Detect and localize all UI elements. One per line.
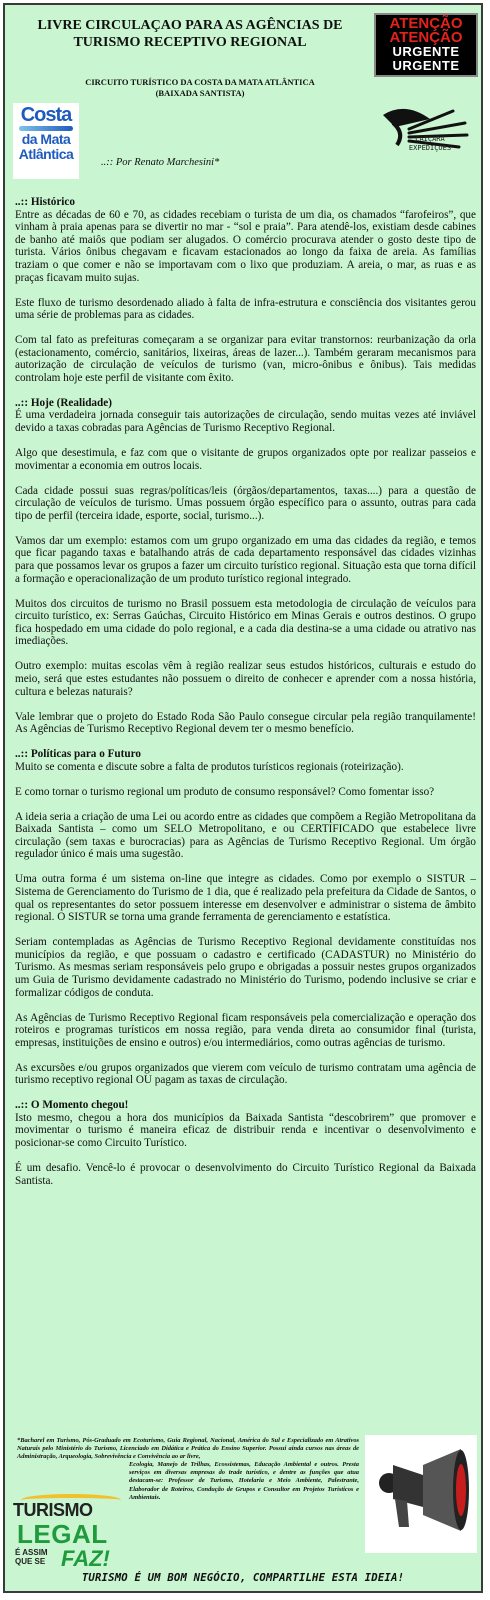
paragraph: As excursões e/ou grupos organizados que vierem com veículo de turismo contratam uma agência de turismo receptivo regional OU pagam as taxas de circulação.: [15, 1061, 476, 1087]
paragraph: A ideia seria a criação de uma Lei ou acordo entre as cidades que compõem a Região Metropolitana da Baixada Santista – como um SELO Metropolitano, e ou CERTIFICADO que estabelece livre circulação (sem taxas e burocracias) para as Agências de Turismo Receptivo Regional. Um órgão regulador único é mais uma sugestão.: [15, 810, 476, 861]
logo-text: TURISMO: [13, 1500, 93, 1520]
page-subtitle: [25, 77, 375, 99]
badge-line: ATENÇÃO: [389, 29, 463, 46]
paragraph: Algo que desestimula, e faz com que o visitante de grupos organizados opte por realizar passeios e movimentar a economia em outros locais.: [15, 447, 476, 472]
paragraph: Seriam contempladas as Agências de Turismo Receptivo Regional devidamente constituídas nos municípios da região, e que possuam o cadastro e certificado (CADASTUR) no Ministério do Turismo. As mesmas seriam responsáveis pelo grupo e obrigadas a possuir nestes grupos organizados um Guia de Turismo devidamente cadastrado no Ministério do Turismo, podendo inclusive se criar e formalizar códigos de conduta.: [15, 936, 476, 999]
turismo-legal-logo: [13, 1492, 129, 1578]
urgent-badge: [374, 13, 478, 77]
logo-text: LEGAL: [17, 1519, 108, 1549]
costa-mata-atlantica-logo: [13, 103, 79, 179]
logo-text: da Mata: [21, 131, 71, 147]
article-body: [15, 196, 476, 1200]
logo-text: [15, 1548, 48, 1566]
footnote-text: *Bacharel em Turismo, Pós-Graduado em Ecoturismo, Guia Regional, Nacional, América do Sul e Especializado em Atrativos Naturais pelo Ministério do Turismo, Licenciado em Didática e Prática do Ensino Superior. Possui ainda cursos nas áreas de Administração, Arqueologia, Sobrevivência e Convivência ao ar livre,: [17, 1437, 359, 1461]
footnote-text-indented: Ecologia, Manejo de Trilhas, Ecossistemas, Educação Ambiental e outros. Presta serviços em diversas empresas do trade turístico, e dentre as funções que atua destacam-se: Professor de Turismo, Hotelaria e Meio Ambiente, Palestrante, Elaborador de Roteiros, Condução de Grupos e Consultor em Projetos Turísticos e Ambientais.: [129, 1461, 359, 1501]
section-politicas: [15, 748, 476, 1087]
paragraph: É uma verdadeira jornada conseguir tais autorizações de circulação, sendo muitas vezes até inviável devido a taxas cobradas para Agências de Turismo Receptivo Regional.: [15, 409, 476, 435]
section-momento: [15, 1099, 476, 1187]
paragraph: Este fluxo de turismo desordenado aliado à falta de infra-estrutura e consciência dos visitantes gerou uma série de problemas para as cidades.: [15, 296, 476, 322]
section-historico: [15, 196, 476, 385]
caicara-logo-line: CAIÇARA: [415, 135, 445, 143]
caicara-logo-text: [390, 135, 470, 153]
section-heading: ..:: Políticas para o Futuro: [15, 748, 141, 761]
paragraph: Com tal fato as prefeituras começaram a se organizar para evitar transtornos: reurbanização da orla (estacionamento, comércio, sanitários, lixeiras, áreas de lazer...). Também geraram mecanismos para autorização de circulação de veículos de turismo (van, micro-ônibus e ônibus). Tais medidas controlam hoje este perfil de visitante com êxito.: [15, 334, 476, 384]
paragraph: É um desafio. Vencê-lo é provocar o desenvolvimento do Circuito Turístico Regional da Baixada Santista.: [15, 1162, 476, 1187]
paragraph: Muitos dos circuitos de turismo no Brasil possuem esta metodologia de circulação de veículos para circuito turístico, ex: Serras Gaúchas, Circuito Histórico em Minas Gerais e outros destinos. O grupo fica hospedado em uma cidade do polo regional, e a cada dia destina-se a uma cidade ou atrativo nas imediações.: [15, 597, 476, 648]
section-heading: ..:: Histórico: [15, 196, 75, 208]
page-title: LIVRE CIRCULAÇAO PARA AS AGÊNCIAS DE TURISMO RECEPTIVO REGIONAL: [37, 18, 343, 50]
caicara-logo-line: EXPEDIÇÕES: [408, 144, 452, 152]
subtitle-line: CIRCUITO TURÍSTICO DA COSTA DA MATA ATLÂNTICA: [85, 77, 315, 87]
badge-line: URGENTE: [392, 44, 460, 59]
paragraph: Cada cidade possui suas regras/políticas/leis (órgãos/departamentos, taxas....) para a questão de circulação de veículos de turismo. Umas possuem órgão específico para o assunto, outras para cada tipo de perfil (terceira idade, esporte, social, turismo...).: [15, 484, 476, 522]
paragraph: Isto mesmo, chegou a hora dos municípios da Baixada Santista “descobrirem” que promover e movimentar o turismo é maneira eficaz de distribuir renda e incentivar o desenvolvimento e posicionar-se como Circuito Turístico.: [15, 1111, 476, 1150]
logo-text-small: QUE SE: [15, 1557, 46, 1566]
subtitle-line: (BAIXADA SANTISTA): [155, 88, 245, 98]
slogan: TURISMO É UM BOM NEGÓCIO, COMPARTILHE ESTA IDEIA!: [81, 1572, 405, 1584]
paragraph: Entre as décadas de 60 e 70, as cidades recebiam o turista de um dia, os chamados “farofeiros”, que vinham à praia apenas para se divertir no mar - “sol e praia”. Para atendê-los, existiam desde cabines de banho até maiôs que podiam ser alugados. O comércio procurava atender o gosto deste tipo de turista. Vários ônibus chegavam e ficavam estacionados ao longo da faixa de areia. As famílias traziam o que comer e não se importavam com o lixo que produziam. A areia, o mar, as ruas e as praças ficavam muito sujas.: [15, 208, 476, 284]
section-heading: ..:: Hoje (Realidade): [15, 396, 112, 409]
logo-text-small: É ASSIM: [15, 1548, 48, 1557]
section-heading: ..:: O Momento chegou!: [15, 1099, 129, 1112]
megaphone-icon: [365, 1435, 477, 1553]
logo-text: FAZ!: [61, 1546, 110, 1571]
author-byline: ..:: Por Renato Marchesini*: [101, 157, 220, 168]
paragraph: Vamos dar um exemplo: estamos com um grupo organizado em uma das cidades da região, e temos que ficar pagando taxas e batalhando atrás de cada departamento responsável das cidades vizinhas para que possamos levar os grupos a fazer um circuito turístico regional. Situação esta que torna difícil a formação e operacionalização de um produto turístico regional integrado.: [15, 534, 476, 585]
paragraph: As Agências de Turismo Receptivo Regional ficam responsáveis pela comercialização e operação dos roteiros e programas turísticos em nossa região, para venda direta ao consumidor final (turista, empresas, instituições de ensino e outros) e/ou intermediários, como outras agências de turismo.: [15, 1011, 476, 1049]
paragraph: Outro exemplo: muitas escolas vêm à região realizar seus estudos históricos, culturais e estudo do meio, será que estes estudantes não possuem o direito de conhecer e aprender com a nossa história, cultura e belezas naturais?: [15, 660, 476, 698]
paragraph: Vale lembrar que o projeto do Estado Roda São Paulo consegue circular pela região tranquilamente! As Agências de Turismo Receptivo Regional devem ter o mesmo benefício.: [15, 710, 476, 736]
paragraph: Uma outra forma é um sistema on-line que integre as cidades. Como por exemplo o SISTUR – Sistema de Gerenciamento do Turismo de 1 dia, que é realizado pela prefeitura da Cidade de Santos, o qual os representantes do setor possuem interesse em desenvolver e administrar o sistema de âmbito regional. O SISTUR se torna uma grande ferramenta de gerenciamento e estatística.: [15, 873, 476, 924]
logo-text: Atlântica: [18, 146, 74, 162]
logo-text: Costa: [20, 104, 72, 126]
badge-line: ATENÇÃO: [389, 15, 463, 32]
section-hoje: [15, 397, 476, 736]
badge-line: URGENTE: [392, 58, 460, 73]
paragraph: E como tornar o turismo regional um produto de consumo responsável? Como fomentar isso?: [15, 785, 435, 798]
paragraph: Muito se comenta e discute sobre a falta de produtos turísticos regionais (roteirização).: [15, 760, 404, 773]
flyer: [3, 3, 483, 1593]
